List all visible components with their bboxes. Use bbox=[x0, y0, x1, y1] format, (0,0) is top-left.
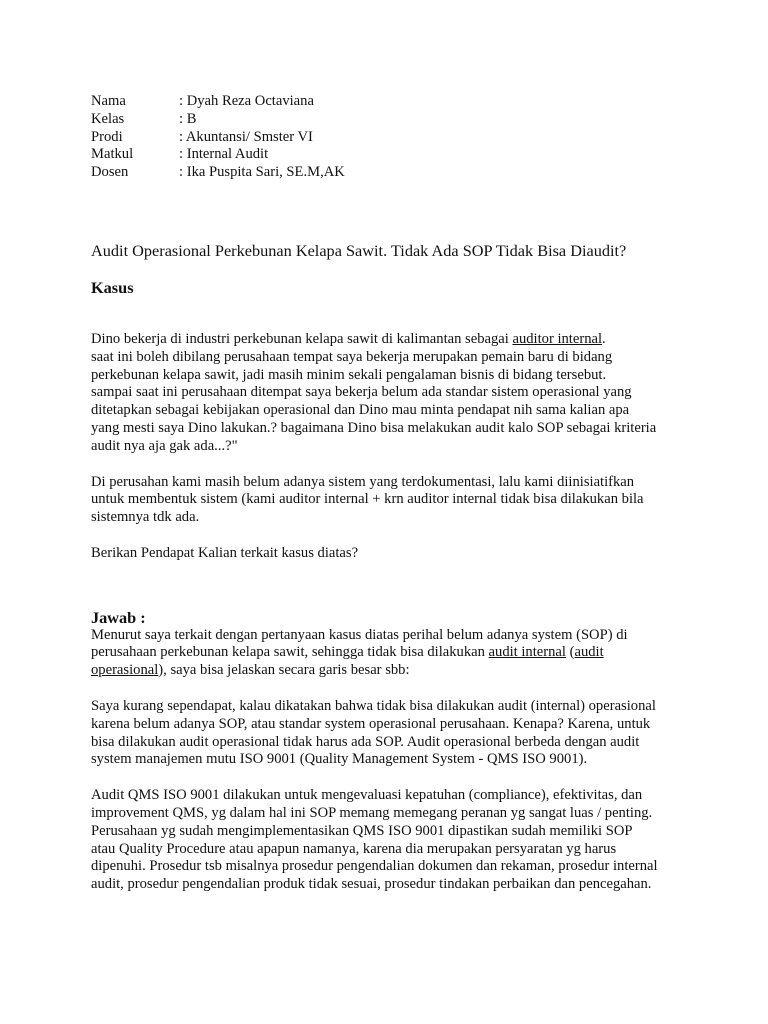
document-page bbox=[91, 93, 691, 894]
text-line bbox=[91, 331, 691, 349]
info-row-prodi bbox=[91, 129, 691, 147]
text-line: bisa dilakukan audit operasional tidak harus ada SOP. Audit operasional berbeda dengan audit bbox=[91, 733, 640, 750]
info-row-dosen bbox=[91, 164, 691, 182]
info-value: : Internal Audit bbox=[179, 146, 269, 163]
text-line: Saya kurang sependapat, kalau dikatakan bahwa tidak bisa dilakukan audit (internal) operasional bbox=[91, 697, 656, 714]
info-row-matkul bbox=[91, 146, 691, 164]
info-row-kelas bbox=[91, 111, 691, 129]
text-segment: . bbox=[602, 330, 606, 347]
info-label: Kelas bbox=[91, 110, 125, 127]
text-line: karena belum adanya SOP, atau standar system operasional perusahaan. Kenapa? Karena, untuk bbox=[91, 715, 651, 732]
info-value: : Akuntansi/ Smster VI bbox=[179, 128, 313, 145]
text-line: untuk membentuk sistem (kami auditor internal + krn auditor internal tidak bisa dilakukan bila bbox=[91, 491, 644, 508]
text-line: yang mesti saya Dino lakukan.? bagaimana Dino bisa melakukan audit kalo SOP sebagai kriteria bbox=[91, 419, 657, 436]
text-line bbox=[91, 644, 691, 662]
text-line: audit, prosedur pengendalian produk tidak sesuai, prosedur tindakan perbaikan dan pencegahan. bbox=[91, 876, 652, 893]
kasus-heading: Kasus bbox=[91, 277, 134, 297]
text-line: audit nya aja gak ada...?" bbox=[91, 437, 238, 454]
audit-internal-link[interactable]: audit internal bbox=[488, 644, 566, 661]
text-segment: ), saya bisa jelaskan secara garis besar sbb: bbox=[158, 662, 410, 679]
text-line: system manajemen mutu ISO 9001 (Quality Management System - QMS ISO 9001). bbox=[91, 751, 588, 768]
text-line: perkebunan kelapa sawit, jadi masih minim sekali pengalaman bisnis di bidang tersebut. bbox=[91, 366, 607, 383]
text-line: sampai saat ini perusahaan ditempat saya bekerja belum ada standar sistem operasional yang bbox=[91, 384, 632, 401]
info-value: : B bbox=[179, 110, 197, 127]
info-label: Nama bbox=[91, 93, 126, 109]
audit-operasional-link[interactable]: audit bbox=[574, 644, 604, 661]
kasus-question: Berikan Pendapat Kalian terkait kasus diatas? bbox=[91, 544, 359, 561]
text-segment: ( bbox=[565, 644, 575, 661]
document-title: Audit Operasional Perkebunan Kelapa Sawit. Tidak Ada SOP Tidak Bisa Diaudit? bbox=[91, 240, 627, 260]
auditor-internal-link[interactable]: auditor internal bbox=[512, 330, 603, 347]
text-segment: perusahaan perkebunan kelapa sawit, sehingga tidak bisa dilakukan bbox=[91, 644, 489, 661]
text-line: improvement QMS, yg dalam hal ini SOP memang memegang peranan yg sangat luas / penting. bbox=[91, 804, 653, 821]
student-info bbox=[91, 93, 691, 182]
text-line: sistemnya tdk ada. bbox=[91, 509, 200, 526]
text-line: atau Quality Procedure atau apapun namanya, karena dia merupakan persyaratan yg harus bbox=[91, 840, 617, 857]
text-line: saat ini boleh dibilang perusahaan tempat saya bekerja merupakan pemain baru di bidang bbox=[91, 348, 613, 365]
text-line: Perusahaan yg sudah mengimplementasikan QMS ISO 9001 dipastikan sudah memiliki SOP bbox=[91, 822, 633, 839]
text-line: Di perusahan kami masih belum adanya sistem yang terdokumentasi, lalu kami diinisiatifkan bbox=[91, 473, 635, 490]
text-line: dipenuhi. Prosedur tsb misalnya prosedur pengendalian dokumen dan rekaman, prosedur internal bbox=[91, 858, 658, 875]
text-line bbox=[91, 662, 691, 680]
text-line: Menurut saya terkait dengan pertanyaan kasus diatas perihal belum adanya system (SOP) di bbox=[91, 626, 628, 643]
text-line: ditetapkan sebagai kebijakan operasional dan Dino mau minta pendapat nih sama kalian apa bbox=[91, 402, 630, 419]
info-row-nama bbox=[91, 93, 691, 111]
jawab-paragraph-3 bbox=[91, 787, 691, 894]
jawab-paragraph-1 bbox=[91, 627, 691, 680]
text-segment: Dino bekerja di industri perkebunan kelapa sawit di kalimantan sebagai bbox=[91, 330, 513, 347]
kasus-paragraph-1 bbox=[91, 331, 691, 456]
info-label: Matkul bbox=[91, 146, 134, 163]
audit-operasional-link[interactable]: operasional bbox=[91, 662, 159, 679]
text-line: Audit QMS ISO 9001 dilakukan untuk mengevaluasi kepatuhan (compliance), efektivitas, dan bbox=[91, 787, 643, 804]
jawab-heading: Jawab : bbox=[91, 607, 146, 627]
info-value: : Dyah Reza Octaviana bbox=[179, 93, 314, 109]
info-label: Prodi bbox=[91, 128, 123, 145]
info-value: : Ika Puspita Sari, SE.M,AK bbox=[179, 164, 345, 181]
kasus-paragraph-2 bbox=[91, 474, 691, 527]
info-label: Dosen bbox=[91, 164, 129, 181]
jawab-paragraph-2 bbox=[91, 698, 691, 769]
